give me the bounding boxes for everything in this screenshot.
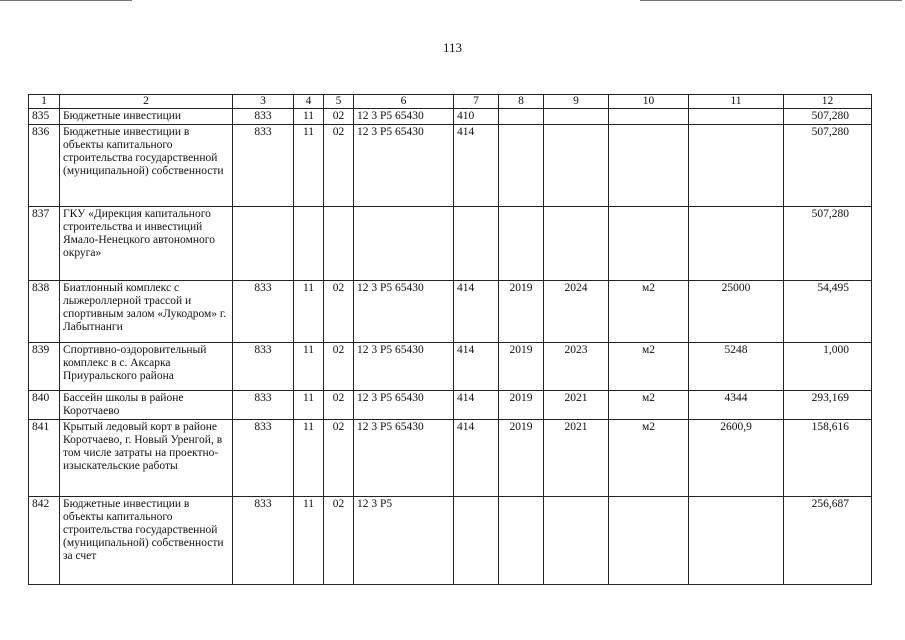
cell-c4: 11 — [294, 125, 324, 207]
cell-c5: 02 — [324, 420, 354, 497]
cell-c3 — [233, 207, 294, 281]
cell-c7: 414 — [454, 391, 499, 420]
cell-c8: 2019 — [499, 391, 544, 420]
cell-c5: 02 — [324, 391, 354, 420]
table-row — [29, 207, 872, 281]
table-row — [29, 497, 872, 585]
column-header: 10 — [609, 95, 689, 109]
cell-c6: 12 3 P5 65430 — [354, 343, 454, 391]
cell-c3: 833 — [233, 125, 294, 207]
column-header: 4 — [294, 95, 324, 109]
cell-c8 — [499, 109, 544, 125]
cell-c7: 414 — [454, 281, 499, 343]
cell-c9: 2021 — [544, 420, 609, 497]
cell-c4 — [294, 207, 324, 281]
cell-c11 — [689, 109, 784, 125]
cell-c12: 293,169 — [784, 391, 872, 420]
cell-c8 — [499, 497, 544, 585]
cell-name: Биатлонный комплекс с лыжероллерной трассой и спортивным залом «Лукодром» г. Лабытнанги — [60, 281, 233, 343]
cell-name: Бюджетные инвестиции в объекты капитального строительства государственной (муниципальной) собственности за счет — [60, 497, 233, 585]
cell-c11 — [689, 497, 784, 585]
cell-c7: 414 — [454, 125, 499, 207]
column-header: 6 — [354, 95, 454, 109]
cell-c3: 833 — [233, 420, 294, 497]
cell-c5: 02 — [324, 281, 354, 343]
cell-c6: 12 3 P5 65430 — [354, 281, 454, 343]
top-rule-left — [0, 0, 132, 1]
column-header: 2 — [60, 95, 233, 109]
page-number: 113 — [442, 40, 463, 55]
cell-c12: 1,000 — [784, 343, 872, 391]
cell-c10: м2 — [609, 391, 689, 420]
cell-c11: 4344 — [689, 391, 784, 420]
cell-c6: 12 3 P5 65430 — [354, 420, 454, 497]
table-row — [29, 125, 872, 207]
cell-c10 — [609, 125, 689, 207]
top-rule-right — [640, 0, 902, 1]
cell-c9 — [544, 497, 609, 585]
cell-c12: 507,280 — [784, 109, 872, 125]
cell-name: Крытый ледовый корт в районе Коротчаево, г. Новый Уренгой, в том числе затраты на проектно-изыскательские работы — [60, 420, 233, 497]
table-row — [29, 281, 872, 343]
table-row — [29, 109, 872, 125]
cell-c8 — [499, 125, 544, 207]
table-body — [29, 109, 872, 585]
cell-num: 839 — [29, 343, 60, 391]
column-header: 9 — [544, 95, 609, 109]
cell-num: 838 — [29, 281, 60, 343]
column-header: 11 — [689, 95, 784, 109]
budget-table — [28, 94, 872, 585]
cell-c8: 2019 — [499, 281, 544, 343]
cell-c12: 507,280 — [784, 207, 872, 281]
cell-c7: 414 — [454, 343, 499, 391]
table-row — [29, 420, 872, 497]
cell-c4: 11 — [294, 281, 324, 343]
cell-c5: 02 — [324, 343, 354, 391]
cell-c3: 833 — [233, 343, 294, 391]
cell-c4: 11 — [294, 420, 324, 497]
cell-c6: 12 3 P5 65430 — [354, 125, 454, 207]
cell-name: Бюджетные инвестиции в объекты капитального строительства государственной (муниципальной) собственности — [60, 125, 233, 207]
cell-c12: 54,495 — [784, 281, 872, 343]
column-header: 7 — [454, 95, 499, 109]
cell-num: 836 — [29, 125, 60, 207]
cell-num: 842 — [29, 497, 60, 585]
cell-c6: 12 3 P5 65430 — [354, 391, 454, 420]
cell-c9: 2023 — [544, 343, 609, 391]
column-header: 12 — [784, 95, 872, 109]
cell-c5: 02 — [324, 109, 354, 125]
cell-c3: 833 — [233, 497, 294, 585]
cell-c10 — [609, 109, 689, 125]
cell-c7 — [454, 207, 499, 281]
cell-c7 — [454, 497, 499, 585]
cell-c10: м2 — [609, 420, 689, 497]
cell-num: 841 — [29, 420, 60, 497]
cell-c7: 410 — [454, 109, 499, 125]
cell-c5: 02 — [324, 125, 354, 207]
cell-c11: 2600,9 — [689, 420, 784, 497]
column-header: 1 — [29, 95, 60, 109]
cell-c4: 11 — [294, 343, 324, 391]
cell-c12: 256,687 — [784, 497, 872, 585]
cell-num: 835 — [29, 109, 60, 125]
cell-num: 837 — [29, 207, 60, 281]
cell-c12: 507,280 — [784, 125, 872, 207]
cell-name: Бассейн школы в районе Коротчаево — [60, 391, 233, 420]
cell-name: Бюджетные инвестиции — [60, 109, 233, 125]
column-header: 3 — [233, 95, 294, 109]
cell-c3: 833 — [233, 391, 294, 420]
cell-c8: 2019 — [499, 420, 544, 497]
cell-c4: 11 — [294, 391, 324, 420]
cell-c10 — [609, 497, 689, 585]
cell-c5: 02 — [324, 497, 354, 585]
cell-c6: 12 3 P5 — [354, 497, 454, 585]
cell-c10: м2 — [609, 343, 689, 391]
cell-c6 — [354, 207, 454, 281]
cell-c8 — [499, 207, 544, 281]
cell-c9 — [544, 207, 609, 281]
header-row — [29, 95, 872, 109]
table-row — [29, 391, 872, 420]
cell-c7: 414 — [454, 420, 499, 497]
cell-c4: 11 — [294, 497, 324, 585]
cell-c5 — [324, 207, 354, 281]
cell-c11 — [689, 207, 784, 281]
cell-c11: 25000 — [689, 281, 784, 343]
cell-c9: 2021 — [544, 391, 609, 420]
cell-c8: 2019 — [499, 343, 544, 391]
cell-c9 — [544, 125, 609, 207]
cell-c11 — [689, 125, 784, 207]
cell-c9: 2024 — [544, 281, 609, 343]
cell-c3: 833 — [233, 281, 294, 343]
cell-name: ГКУ «Дирекция капитального строительства и инвестиций Ямало-Ненецкого автономного округа» — [60, 207, 233, 281]
cell-c3: 833 — [233, 109, 294, 125]
table-row — [29, 343, 872, 391]
column-header: 5 — [324, 95, 354, 109]
cell-c6: 12 3 P5 65430 — [354, 109, 454, 125]
cell-c9 — [544, 109, 609, 125]
cell-c12: 158,616 — [784, 420, 872, 497]
cell-c10: м2 — [609, 281, 689, 343]
cell-name: Спортивно-оздоровительный комплекс в с. Аксарка Приуральского района — [60, 343, 233, 391]
cell-num: 840 — [29, 391, 60, 420]
column-header: 8 — [499, 95, 544, 109]
cell-c4: 11 — [294, 109, 324, 125]
cell-c11: 5248 — [689, 343, 784, 391]
cell-c10 — [609, 207, 689, 281]
